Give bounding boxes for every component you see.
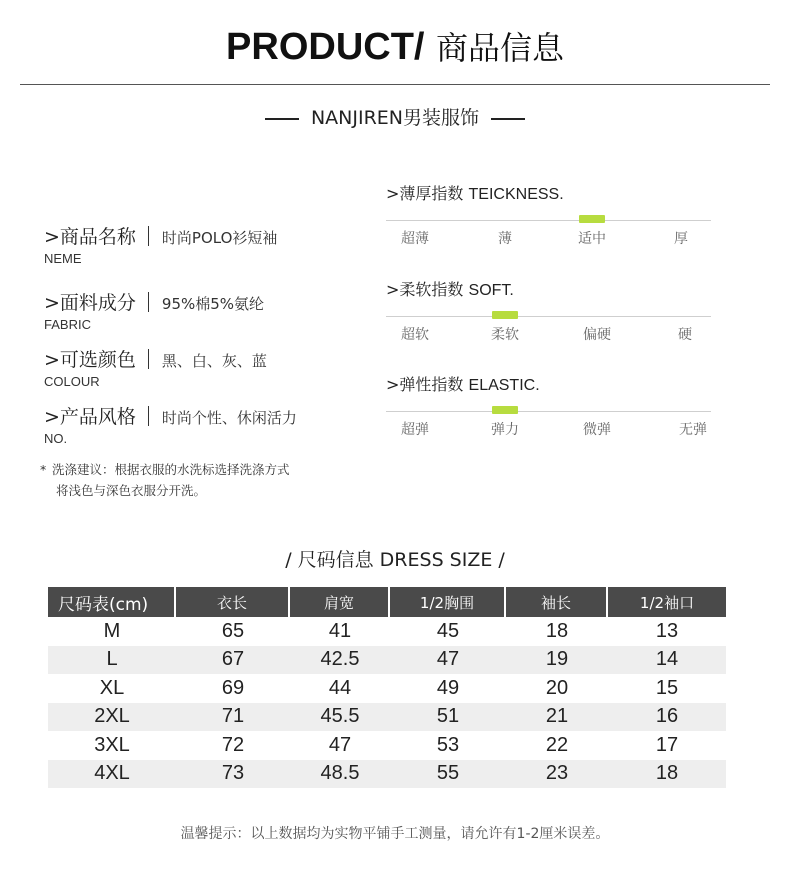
scale-title-en: SOFT. (468, 282, 514, 299)
table-cell: 16 (608, 703, 726, 732)
scale-labels (386, 324, 711, 344)
scale-track (386, 220, 711, 221)
table-cell: 4XL (48, 760, 176, 789)
spec-label: >面料成分 (44, 292, 136, 314)
table-cell: 71 (176, 703, 290, 732)
spec-value: 黑、白、灰、蓝 (161, 352, 267, 370)
scale-label: 弹力 (491, 422, 519, 438)
spec-separator (148, 349, 149, 369)
header-cell: 袖长 (506, 587, 608, 617)
size-table-header (48, 587, 726, 617)
spec-value: 时尚个性、休闲活力 (161, 409, 297, 427)
table-cell: 44 (328, 676, 352, 699)
table-cell: 48.5 (290, 760, 390, 789)
scale-title (386, 181, 711, 204)
size-table (48, 587, 726, 788)
spec-value: 时尚POLO衫短袖 (161, 229, 278, 247)
table-cell: 72 (221, 733, 245, 756)
measurement-tip: 温馨提示：以上数据均为实物平铺手工测量，请允许有1-2厘米误差。 (180, 826, 610, 842)
table-cell: 23 (506, 760, 608, 789)
spec-row-fabric (44, 288, 264, 332)
header-cell: 1/2袖口 (608, 587, 726, 617)
table-cell: 18 (545, 619, 569, 642)
table-cell: 14 (608, 646, 726, 675)
page-title (0, 24, 790, 71)
scale-indicator (492, 406, 518, 414)
scale-title-en: ELASTIC. (468, 377, 540, 394)
table-cell: 19 (506, 646, 608, 675)
scale-label: 超薄 (401, 231, 429, 247)
table-cell: 73 (176, 760, 290, 789)
spec-english: COLOUR (44, 374, 100, 389)
table-cell: 65 (221, 619, 245, 642)
table-cell: 51 (390, 703, 506, 732)
scale-title-en: TEICKNESS. (468, 186, 564, 203)
table-cell: L (48, 646, 176, 675)
table-cell: 69 (221, 676, 245, 699)
thickness-scale (386, 181, 711, 248)
table-cell: 18 (608, 760, 726, 789)
scale-title-cn: >薄厚指数 (386, 184, 464, 203)
scale-title (386, 277, 711, 300)
asterisk: * (40, 462, 47, 477)
table-cell: 45.5 (290, 703, 390, 732)
scale-label: 薄 (498, 231, 512, 247)
table-cell: 53 (436, 733, 460, 756)
header-cell: 肩宽 (290, 587, 390, 617)
title-chinese: 商品信息 (435, 29, 564, 67)
title-english: PRODUCT/ (226, 26, 425, 68)
spec-row-name (44, 222, 277, 266)
table-cell: 3XL (94, 733, 130, 756)
table-row (48, 703, 726, 732)
scale-label: 厚 (674, 231, 688, 247)
table-cell: 13 (655, 619, 679, 642)
scale-labels (386, 228, 711, 248)
table-cell: 67 (176, 646, 290, 675)
table-cell: 21 (506, 703, 608, 732)
scale-title-cn: >弹性指数 (386, 375, 464, 394)
table-cell: 15 (655, 676, 679, 699)
scale-indicator (492, 311, 518, 319)
table-row (48, 646, 726, 675)
spec-english: NO. (44, 431, 68, 446)
spec-separator (148, 292, 149, 312)
wash-line-2: 将浅色与深色衣服分开洗。 (56, 483, 207, 498)
table-cell: 45 (436, 619, 460, 642)
table-cell: 47 (390, 646, 506, 675)
spec-value: 95%棉5%氨纶 (161, 295, 265, 313)
scale-label: 偏硬 (583, 327, 611, 343)
scale-label: 无弹 (679, 422, 707, 438)
table-cell: XL (99, 676, 125, 699)
scale-label: 超弹 (401, 422, 429, 438)
scale-track (386, 316, 711, 317)
spec-row-colour (44, 345, 267, 389)
spec-english: NEME (44, 251, 82, 266)
table-row (48, 674, 726, 703)
spec-label: >产品风格 (44, 406, 136, 428)
table-row (48, 760, 726, 789)
header-divider (20, 84, 770, 85)
table-cell: 47 (328, 733, 352, 756)
scale-label: 微弹 (583, 422, 611, 438)
scale-title (386, 372, 711, 395)
spec-separator (148, 226, 149, 246)
wash-advice (40, 459, 290, 501)
scale-title-cn: >柔软指数 (386, 280, 464, 299)
elasticity-scale (386, 372, 711, 439)
spec-label: >可选颜色 (44, 349, 136, 371)
brand-dash-left (265, 118, 299, 120)
spec-label: >商品名称 (44, 226, 136, 248)
brand-dash-right (491, 118, 525, 120)
softness-scale (386, 277, 711, 344)
header-cell: 尺码表(cm) (48, 587, 176, 617)
scale-label: 超软 (401, 327, 429, 343)
table-cell: M (103, 619, 121, 642)
wash-line-1: 洗涤建议：根据衣服的水洗标选择洗涤方式 (52, 462, 290, 477)
scale-label: 适中 (578, 231, 606, 247)
size-section-title: / 尺码信息 DRESS SIZE / (285, 549, 505, 571)
table-cell: 55 (390, 760, 506, 789)
scale-labels (386, 419, 711, 439)
table-cell: 17 (655, 733, 679, 756)
table-cell: 20 (545, 676, 569, 699)
table-row (48, 617, 726, 646)
table-cell: 49 (436, 676, 460, 699)
scale-track (386, 411, 711, 412)
scale-indicator (579, 215, 605, 223)
table-cell: 42.5 (290, 646, 390, 675)
table-cell: 41 (328, 619, 352, 642)
header-cell: 1/2胸围 (390, 587, 506, 617)
scale-label: 硬 (678, 327, 692, 343)
spec-english: FABRIC (44, 317, 91, 332)
table-cell: 2XL (48, 703, 176, 732)
cropped-next-section (470, 866, 530, 875)
header-cell: 衣长 (176, 587, 290, 617)
scale-label: 柔软 (491, 327, 519, 343)
table-cell: 22 (545, 733, 569, 756)
brand-name: NANJIREN男装服饰 (310, 107, 480, 129)
brand-line (0, 103, 790, 130)
spec-separator (148, 406, 149, 426)
spec-row-style (44, 402, 297, 446)
table-row (48, 731, 726, 760)
